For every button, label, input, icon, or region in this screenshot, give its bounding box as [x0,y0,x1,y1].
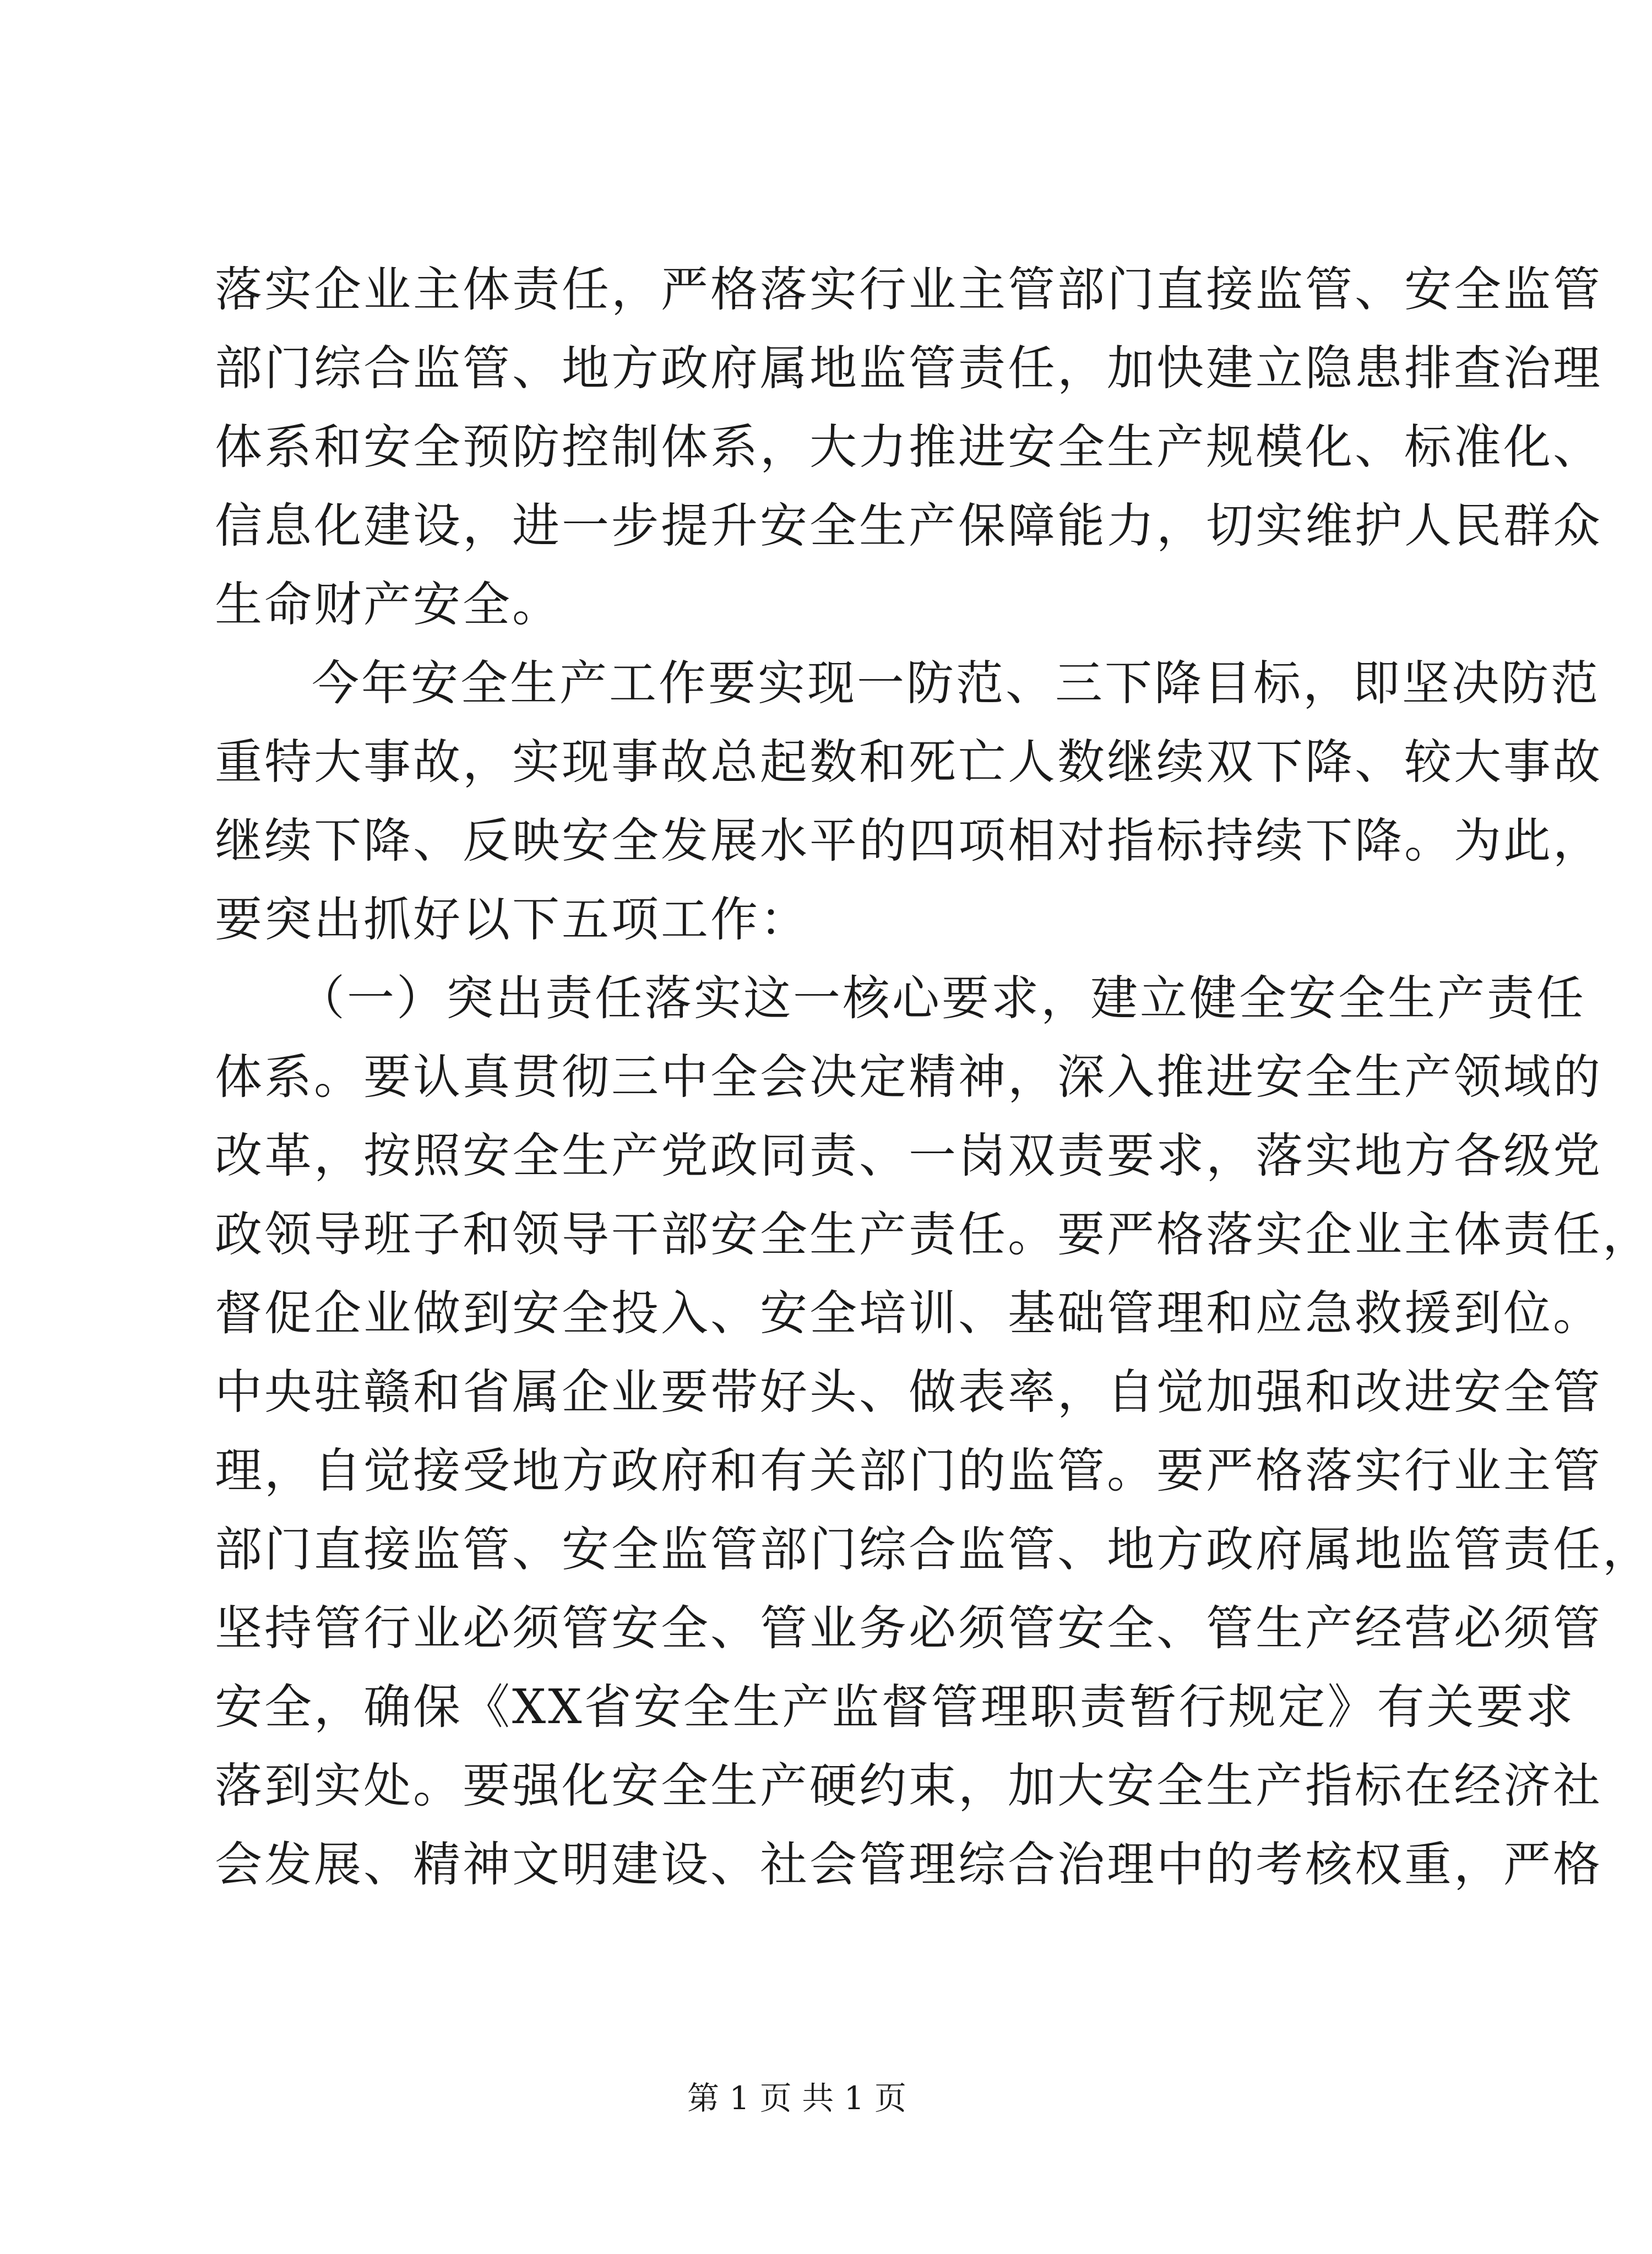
paragraph-start-line: 今年安全生产工作要实现一防范、三下降目标，即坚决防范 [312,656,1600,711]
text-line: 督促企业做到安全投入、安全培训、基础管理和应急救援到位。 [215,1286,1602,1341]
text-line: 改革，按照安全生产党政同责、一岗双责要求，落实地方各级党 [215,1128,1602,1183]
text-line: 继续下降、反映安全发展水平的四项相对指标持续下降。为此， [215,813,1602,868]
text-line: 坚持管行业必须管安全、管业务必须管安全、管生产经营必须管 [215,1601,1602,1656]
text-line: 重特大事故，实现事故总起数和死亡人数继续双下降、较大事故 [215,735,1602,790]
text-line: 政领导班子和领导干部安全生产责任。要严格落实企业主体责任， [215,1207,1652,1262]
page-number-footer: 第 1 页 共 1 页 [687,2079,906,2117]
text-line: 体系。要认真贯彻三中全会决定精神，深入推进安全生产领域的 [215,1050,1602,1105]
text-line: 体系和安全预防控制体系，大力推进安全生产规模化、标准化、 [215,420,1602,475]
text-line: 中央驻赣和省属企业要带好头、做表率，自觉加强和改进安全管 [215,1365,1602,1420]
text-line: 会发展、精神文明建设、社会管理综合治理中的考核权重，严格 [215,1837,1602,1892]
text-line: 部门直接监管、安全监管部门综合监管、地方政府属地监管责任， [215,1522,1652,1577]
text-line: 部门综合监管、地方政府属地监管责任，加快建立隐患排查治理 [215,341,1602,396]
document-body [215,251,1652,1904]
section-heading-line: （一）突出责任落实这一核心要求，建立健全安全生产责任 [297,971,1586,1026]
text-line: 落实企业主体责任，严格落实行业主管部门直接监管、安全监管 [215,262,1602,317]
text-line: 信息化建设，进一步提升安全生产保障能力，切实维护人民群众 [215,498,1602,553]
text-line: 安全，确保《XX省安全生产监督管理职责暂行规定》有关要求 [215,1680,1575,1735]
text-line: 要突出抓好以下五项工作： [215,892,809,947]
text-line: 落到实处。要强化安全生产硬约束，加大安全生产指标在经济社 [215,1758,1602,1813]
text-line: 生命财产安全。 [215,577,562,632]
text-line: 理，自觉接受地方政府和有关部门的监管。要严格落实行业主管 [215,1443,1602,1498]
